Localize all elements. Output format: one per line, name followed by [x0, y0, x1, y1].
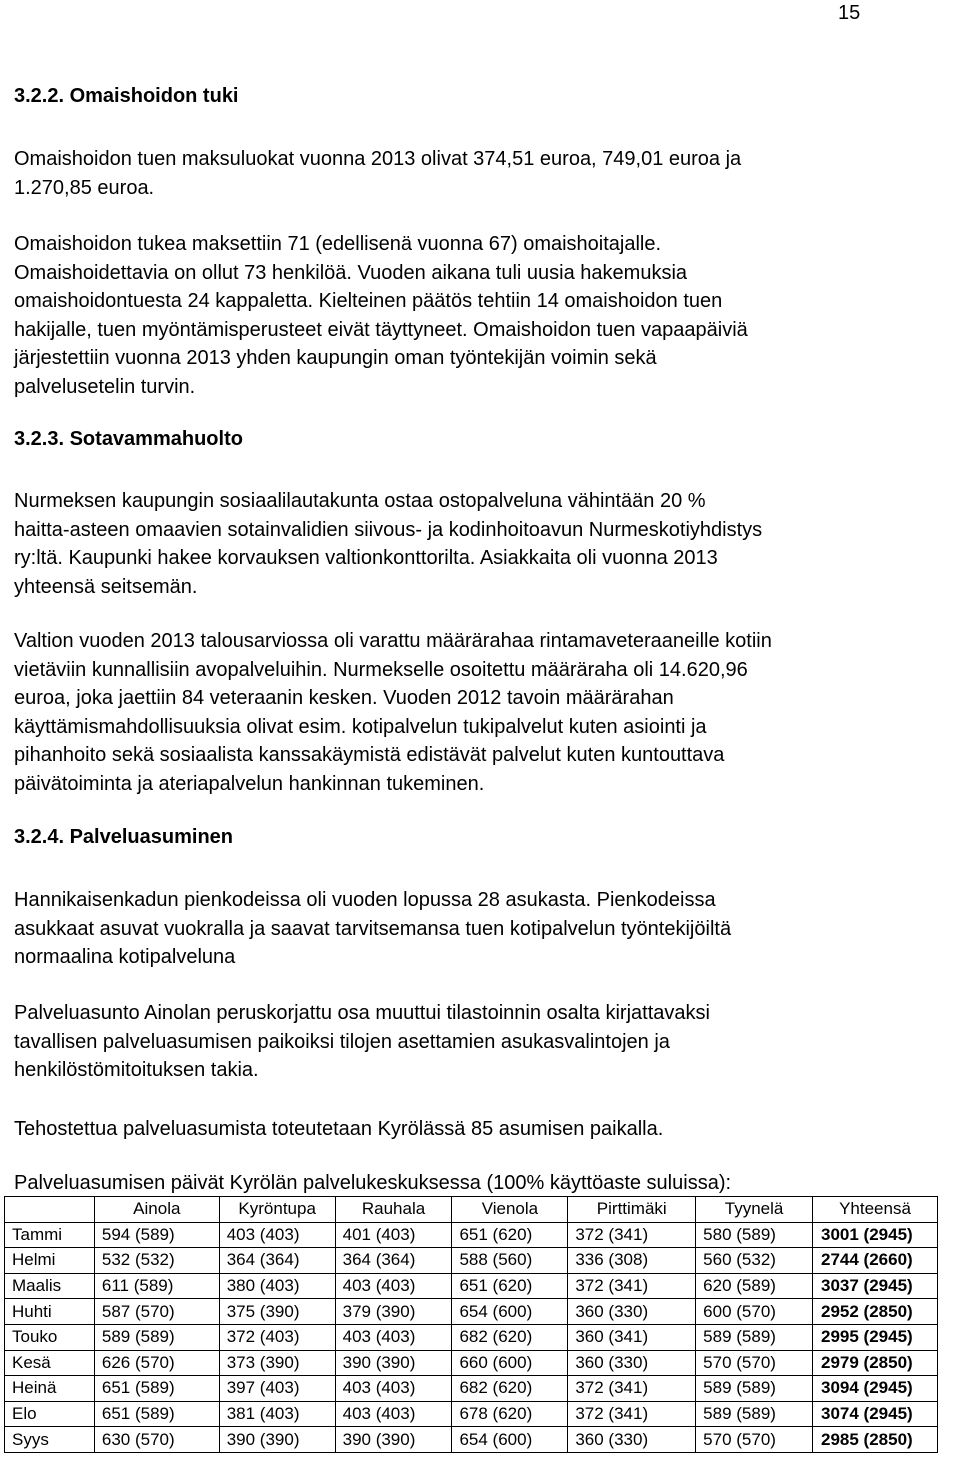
- text-line: Nurmeksen kaupungin sosiaalilautakunta ostaa ostopalveluna vähintään 20 %: [14, 490, 706, 512]
- table-cell: 589 (589): [696, 1324, 813, 1350]
- row-label: Huhti: [5, 1299, 95, 1325]
- table-cell: 532 (532): [94, 1248, 219, 1274]
- text-line: henkilöstömitoituksen takia.: [14, 1059, 259, 1081]
- row-label: Heinä: [5, 1376, 95, 1402]
- table-row: [5, 1427, 938, 1453]
- total-cell: 2985 (2850): [813, 1427, 938, 1453]
- column-header: Pirttimäki: [568, 1197, 696, 1223]
- table-cell: 611 (589): [94, 1273, 219, 1299]
- table-cell: 651 (589): [94, 1376, 219, 1402]
- table-cell: 589 (589): [94, 1324, 219, 1350]
- table-cell: 364 (364): [219, 1248, 335, 1274]
- text-line: haitta-asteen omaavien sotainvalidien siivous- ja kodinhoitoavun Nurmeskotiyhdistys: [14, 518, 763, 541]
- table-cell: 587 (570): [94, 1299, 219, 1325]
- paragraph-omaishoidon-tuki: [14, 230, 939, 401]
- text-line: palvelusetelin turvin.: [14, 375, 196, 398]
- table-cell: 375 (390): [219, 1299, 335, 1325]
- table-cell: 403 (403): [335, 1273, 452, 1299]
- caption-text: Palveluasumisen päivät Kyrölän palvelukeskuksessa (100% käyttöaste suluissa):: [14, 1172, 732, 1194]
- table-cell: 600 (570): [696, 1299, 813, 1325]
- table-cell: 570 (570): [696, 1427, 813, 1453]
- text-line: asukkaat asuvat vuokralla ja saavat tarvitsemansa tuen kotipalvelun työntekijöiltä: [14, 917, 732, 940]
- text-line: ry:ltä. Kaupunki hakee korvauksen valtionkonttorilta. Asiakkaita oli vuonna 2013: [14, 547, 718, 569]
- table-row: [5, 1324, 938, 1350]
- text-line: Omaishoidon tukea maksettiin 71 (edellisenä vuonna 67) omaishoitajalle.: [14, 233, 662, 255]
- table-header-row: [5, 1197, 938, 1223]
- row-label: Kesä: [5, 1350, 95, 1376]
- text-line: pihanhoito sekä sosiaalista kanssakäymistä edistävät palvelut kuten kuntouttava: [14, 744, 725, 766]
- table-cell: 372 (341): [568, 1273, 696, 1299]
- row-label: Maalis: [5, 1273, 95, 1299]
- table-cell: 682 (620): [452, 1324, 568, 1350]
- table-cell: 380 (403): [219, 1273, 335, 1299]
- table-cell: 373 (390): [219, 1350, 335, 1376]
- table-cell: 397 (403): [219, 1376, 335, 1402]
- text-line: järjestettiin vuonna 2013 yhden kaupungin oman työntekijän voimin sekä: [14, 347, 657, 369]
- column-header: Yhteensä: [813, 1197, 938, 1223]
- table-cell: 403 (403): [219, 1222, 335, 1248]
- heading-palveluasuminen: 3.2.4. Palveluasuminen: [14, 826, 233, 848]
- table-cell: 570 (570): [696, 1350, 813, 1376]
- text-line: euroa, joka jaettiin 84 veteraanin kesken. Vuoden 2012 tavoin määrärahan: [14, 687, 674, 709]
- row-label: Tammi: [5, 1222, 95, 1248]
- table-cell: 654 (600): [452, 1427, 568, 1453]
- table-cell: 654 (600): [452, 1299, 568, 1325]
- total-cell: 3001 (2945): [813, 1222, 938, 1248]
- text-line: 1.270,85 euroa.: [14, 176, 155, 199]
- table-cell: 372 (341): [568, 1401, 696, 1427]
- text-line: Hannikaisenkadun pienkodeissa oli vuoden lopussa 28 asukasta. Pienkodeissa: [14, 889, 716, 911]
- table-row: [5, 1299, 938, 1325]
- table-cell: 660 (600): [452, 1350, 568, 1376]
- column-header: Kyröntupa: [219, 1197, 335, 1223]
- table-cell: 336 (308): [568, 1248, 696, 1274]
- table-cell: 589 (589): [696, 1376, 813, 1402]
- table-cell: 589 (589): [696, 1401, 813, 1427]
- paragraph-tehostettu: [14, 1115, 939, 1144]
- table-cell: 403 (403): [335, 1401, 452, 1427]
- table-row: [5, 1350, 938, 1376]
- table-cell: 372 (341): [568, 1222, 696, 1248]
- total-cell: 3074 (2945): [813, 1401, 938, 1427]
- total-cell: 3037 (2945): [813, 1273, 938, 1299]
- total-cell: 2744 (2660): [813, 1248, 938, 1274]
- text-line: Omaishoidettavia on ollut 73 henkilöä. Vuoden aikana tuli uusia hakemuksia: [14, 261, 688, 284]
- column-header: Rauhala: [335, 1197, 452, 1223]
- table-cell: 360 (330): [568, 1299, 696, 1325]
- paragraph-pienkodit: [14, 886, 939, 972]
- table-cell: 580 (589): [696, 1222, 813, 1248]
- text-line: yhteensä seitsemän.: [14, 575, 198, 598]
- table-cell: 390 (390): [335, 1350, 452, 1376]
- table-cell: 390 (390): [219, 1427, 335, 1453]
- row-label: Syys: [5, 1427, 95, 1453]
- table-cell: 360 (330): [568, 1350, 696, 1376]
- table-cell: 651 (589): [94, 1401, 219, 1427]
- table-row: [5, 1273, 938, 1299]
- text-line: Valtion vuoden 2013 talousarviossa oli varattu määrärahaa rintamaveteraaneille kotiin: [14, 630, 772, 652]
- total-cell: 2995 (2945): [813, 1324, 938, 1350]
- column-header: [5, 1197, 95, 1223]
- heading-omaishoidon-tuki: 3.2.2. Omaishoidon tuki: [14, 85, 239, 107]
- text-line: vietäviin kunnallisiin avopalveluihin. Nurmekselle osoitettu määräraha oli 14.620,96: [14, 658, 748, 681]
- text-line: normaalina kotipalveluna: [14, 946, 236, 968]
- table-cell: 372 (403): [219, 1324, 335, 1350]
- text-line: käyttämismahdollisuuksia olivat esim. kotipalvelun tukipalvelut kuten asiointi ja: [14, 715, 707, 738]
- table-cell: 682 (620): [452, 1376, 568, 1402]
- palveluasuminen-table: [4, 1196, 938, 1453]
- text-line: hakijalle, tuen myöntämisperusteet eivät täyttyneet. Omaishoidon tuen vapaapäiviä: [14, 318, 748, 341]
- column-header: Tyynelä: [696, 1197, 813, 1223]
- table-cell: 381 (403): [219, 1401, 335, 1427]
- table-cell: 403 (403): [335, 1324, 452, 1350]
- text-line: päivätoiminta ja ateriapalvelun hankinnan tukeminen.: [14, 772, 485, 795]
- row-label: Touko: [5, 1324, 95, 1350]
- paragraph-maksuluokat: [14, 145, 939, 202]
- table-cell: 620 (589): [696, 1273, 813, 1299]
- table-cell: 360 (341): [568, 1324, 696, 1350]
- table-cell: 626 (570): [94, 1350, 219, 1376]
- text-line: Tehostettua palveluasumista toteutetaan Kyrölässä 85 asumisen paikalla.: [14, 1118, 664, 1140]
- paragraph-ainola: [14, 999, 939, 1085]
- table-cell: 364 (364): [335, 1248, 452, 1274]
- text-line: Palveluasunto Ainolan peruskorjattu osa muuttui tilastoinnin osalta kirjattavaksi: [14, 1002, 710, 1024]
- column-header: Vienola: [452, 1197, 568, 1223]
- text-line: Omaishoidon tuen maksuluokat vuonna 2013 olivat 374,51 euroa, 749,01 euroa ja: [14, 148, 742, 170]
- paragraph-talousarvio: [14, 627, 939, 798]
- column-header: Ainola: [94, 1197, 219, 1223]
- text-line: omaishoidontuesta 24 kappaletta. Kielteinen päätös tehtiin 14 omaishoidon tuen: [14, 290, 723, 312]
- table-cell: 372 (341): [568, 1376, 696, 1402]
- table-cell: 390 (390): [335, 1427, 452, 1453]
- row-label: Elo: [5, 1401, 95, 1427]
- row-label: Helmi: [5, 1248, 95, 1274]
- table-cell: 379 (390): [335, 1299, 452, 1325]
- paragraph-ostopalvelu: [14, 487, 939, 601]
- table-caption: [14, 1169, 939, 1198]
- total-cell: 2979 (2850): [813, 1350, 938, 1376]
- table-cell: 560 (532): [696, 1248, 813, 1274]
- table-cell: 651 (620): [452, 1273, 568, 1299]
- table-cell: 594 (589): [94, 1222, 219, 1248]
- total-cell: 2952 (2850): [813, 1299, 938, 1325]
- table-row: [5, 1248, 938, 1274]
- table-cell: 678 (620): [452, 1401, 568, 1427]
- heading-sotavammahuolto: 3.2.3. Sotavammahuolto: [14, 428, 243, 450]
- table-row: [5, 1401, 938, 1427]
- text-line: tavallisen palveluasumisen paikoiksi tilojen asettamien asukasvalintojen ja: [14, 1030, 670, 1053]
- table-cell: 403 (403): [335, 1376, 452, 1402]
- page-number: 15: [838, 2, 861, 24]
- table-row: [5, 1222, 938, 1248]
- table-cell: 588 (560): [452, 1248, 568, 1274]
- total-cell: 3094 (2945): [813, 1376, 938, 1402]
- table-row: [5, 1376, 938, 1402]
- table-cell: 360 (330): [568, 1427, 696, 1453]
- table-cell: 630 (570): [94, 1427, 219, 1453]
- table-cell: 651 (620): [452, 1222, 568, 1248]
- table-cell: 401 (403): [335, 1222, 452, 1248]
